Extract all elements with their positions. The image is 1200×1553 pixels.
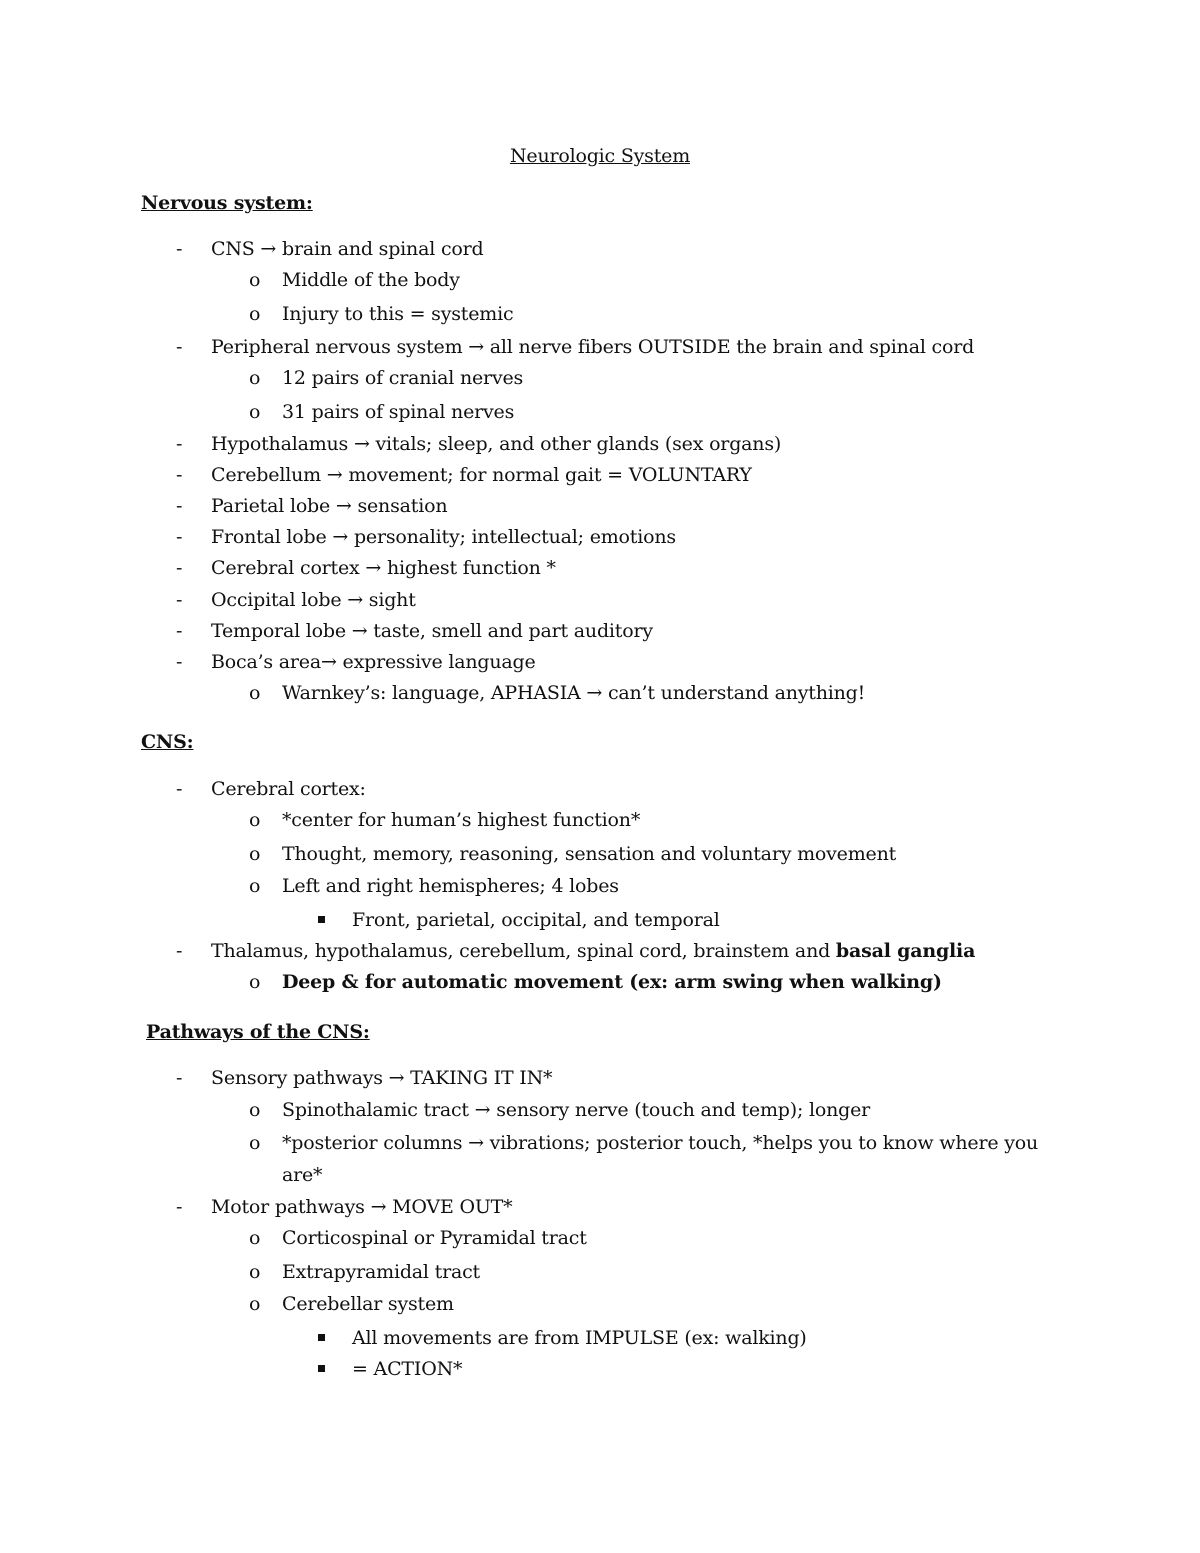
circle-bullet: o (249, 401, 261, 423)
list-item: Frontal lobe → personality; intellectual; emotions (211, 526, 676, 548)
dash-bullet: - (176, 495, 183, 517)
section-heading-nervous-system: Nervous system: (141, 192, 313, 214)
circle-bullet: o (249, 303, 261, 325)
list-item: Warnkey’s: language, APHASIA → can’t understand anything! (282, 682, 866, 704)
list-item: Extrapyramidal tract (282, 1261, 480, 1283)
list-item (211, 938, 975, 964)
list-item: Left and right hemispheres; 4 lobes (282, 875, 619, 897)
dash-bullet: - (176, 1196, 183, 1218)
circle-bullet: o (249, 971, 261, 993)
list-item: Occipital lobe → sight (211, 589, 416, 611)
bold-term: basal ganglia (835, 940, 976, 962)
circle-bullet: o (249, 809, 261, 831)
list-item: Motor pathways → MOVE OUT* (211, 1196, 513, 1218)
section-heading-pathways: Pathways of the CNS: (146, 1021, 370, 1043)
section-heading-cns: CNS: (141, 731, 194, 753)
dash-bullet: - (176, 620, 183, 642)
list-item: CNS → brain and spinal cord (211, 238, 484, 260)
list-item: Middle of the body (282, 269, 460, 291)
square-bullet (318, 1365, 325, 1372)
circle-bullet: o (249, 682, 261, 704)
circle-bullet: o (249, 1293, 261, 1315)
dash-bullet: - (176, 464, 183, 486)
list-item: Thought, memory, reasoning, sensation and voluntary movement (282, 843, 897, 865)
list-item: Cerebral cortex: (211, 778, 366, 800)
list-item: Spinothalamic tract → sensory nerve (touch and temp); longer (282, 1099, 871, 1121)
dash-bullet: - (176, 526, 183, 548)
page-title: Neurologic System (509, 145, 691, 167)
list-item: 12 pairs of cranial nerves (282, 367, 524, 389)
list-item: Peripheral nervous system → all nerve fibers OUTSIDE the brain and spinal cord (211, 336, 975, 358)
circle-bullet: o (249, 367, 261, 389)
dash-bullet: - (176, 433, 183, 455)
list-item: Hypothalamus → vitals; sleep, and other glands (sex organs) (211, 433, 782, 455)
square-bullet (318, 1334, 325, 1341)
list-item-continuation: are* (282, 1164, 323, 1186)
dash-bullet: - (176, 336, 183, 358)
circle-bullet: o (249, 1132, 261, 1154)
circle-bullet: o (249, 1099, 261, 1121)
list-item: All movements are from IMPULSE (ex: walking) (352, 1327, 807, 1349)
list-item: Temporal lobe → taste, smell and part auditory (211, 620, 653, 642)
circle-bullet: o (249, 1261, 261, 1283)
list-item: Sensory pathways → TAKING IT IN* (211, 1067, 553, 1089)
list-item: *center for human’s highest function* (282, 809, 641, 831)
square-bullet (318, 916, 325, 923)
list-item: Boca’s area→ expressive language (211, 651, 536, 673)
list-item: Cerebral cortex → highest function * (211, 557, 556, 579)
list-item: Parietal lobe → sensation (211, 495, 448, 517)
list-item: Front, parietal, occipital, and temporal (352, 909, 720, 931)
dash-bullet: - (176, 589, 183, 611)
list-item: Cerebellar system (282, 1293, 454, 1315)
dash-bullet: - (176, 238, 183, 260)
circle-bullet: o (249, 843, 261, 865)
list-item: Deep & for automatic movement (ex: arm swing when walking) (282, 971, 942, 993)
circle-bullet: o (249, 875, 261, 897)
dash-bullet: - (176, 1067, 183, 1089)
list-item: *posterior columns → vibrations; posterior touch, *helps you to know where you (282, 1132, 1039, 1154)
dash-bullet: - (176, 557, 183, 579)
list-item: 31 pairs of spinal nerves (282, 401, 515, 423)
list-item: Cerebellum → movement; for normal gait = VOLUNTARY (211, 464, 752, 486)
dash-bullet: - (176, 778, 183, 800)
circle-bullet: o (249, 269, 261, 291)
circle-bullet: o (249, 1227, 261, 1249)
dash-bullet: - (176, 651, 183, 673)
dash-bullet: - (176, 940, 183, 962)
list-item: = ACTION* (352, 1358, 463, 1380)
list-item-text: Thalamus, hypothalamus, cerebellum, spinal cord, brainstem and (211, 940, 836, 962)
list-item: Corticospinal or Pyramidal tract (282, 1227, 587, 1249)
list-item: Injury to this = systemic (282, 303, 514, 325)
